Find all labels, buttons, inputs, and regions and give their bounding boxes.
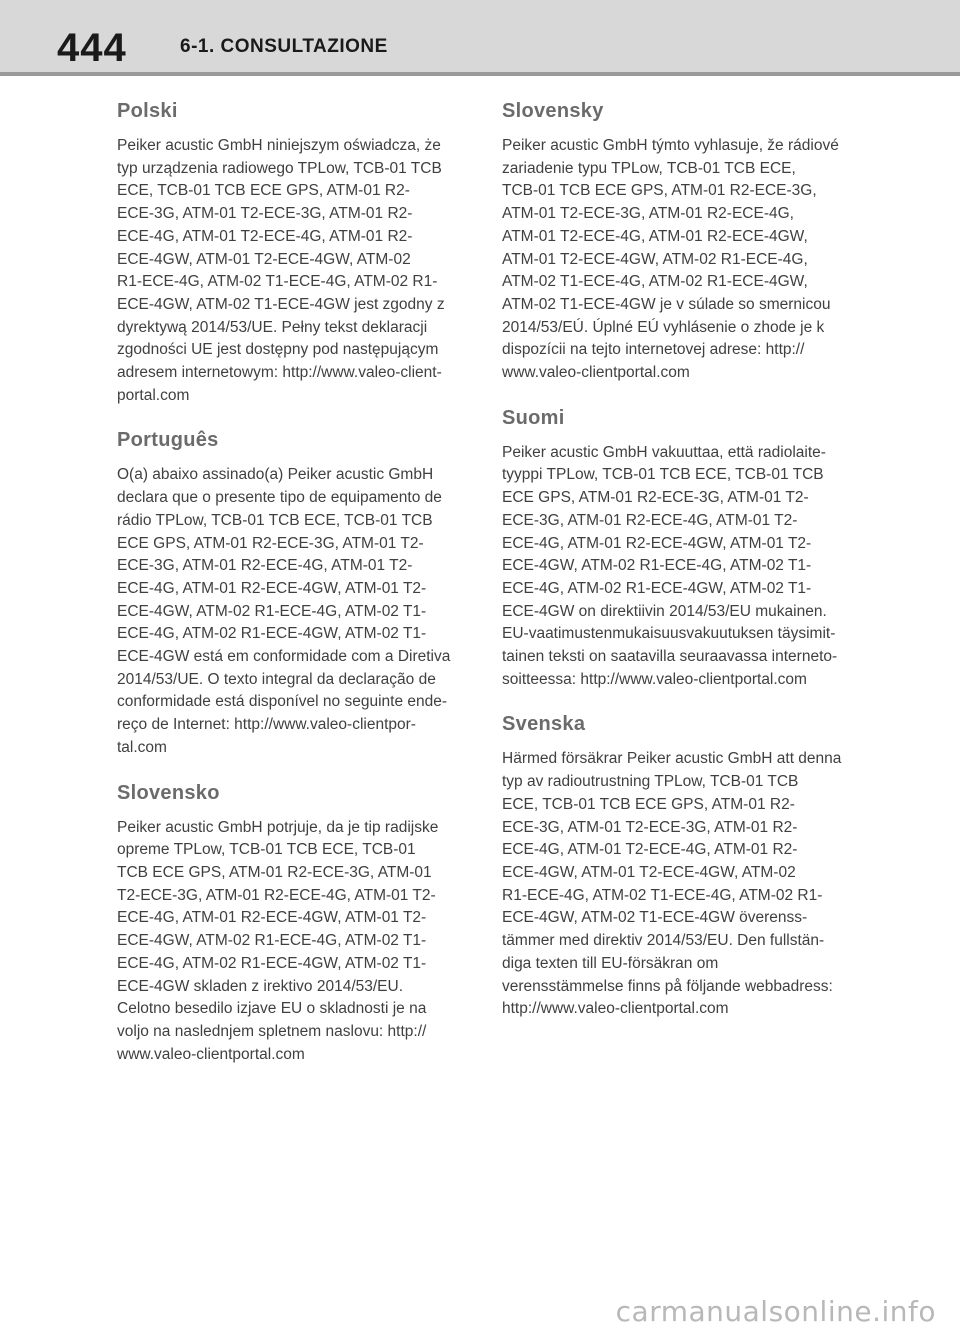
lang-body: Peiker acustic GmbH potrjuje, da je tip radijske opreme TPLow, TCB-01 TCB ECE, TCB-01 TCB ECE GPS, ATM-01 R2-ECE-3G, ATM-01 T2-ECE-3G, ATM-01 R2-ECE-4G, ATM-01 T2- ECE-4G, ATM-01 R2-ECE-4GW, ATM-01 T2- ECE-4GW, ATM-02 R1-ECE-4G, ATM-02 T1- ECE-4G, ATM-02 R1-ECE-4GW, ATM-02 T1- ECE-4GW skladen z irektivo 2014/53/EU. Celotno besedilo izjave EU o skladnosti je na voljo na naslednjem spletnem naslovu: http:// www.valeo-clientportal.com xyxy=(117,818,439,1063)
section-title: 6-1. CONSULTAZIONE xyxy=(180,36,388,57)
lang-heading: Svenska xyxy=(502,713,586,736)
lang-section-svenska xyxy=(502,709,862,1020)
lang-section-polski xyxy=(117,96,473,407)
lang-heading: Slovensky xyxy=(502,100,604,122)
lang-body: O(a) abaixo assinado(a) Peiker acustic GmbH declara que o presente tipo de equipamento de rádio TPLow, TCB-01 TCB ECE, TCB-01 TCB ECE GPS, ATM-01 R2-ECE-3G, ATM-01 T2- ECE-3G, ATM-01 R2-ECE-4G, ATM-01 T2- ECE-4G, ATM-01 R2-ECE-4GW, ATM-01 T2- ECE-4GW, ATM-02 R1-ECE-4G, ATM-02 T1- ECE-4G, ATM-02 R1-ECE-4GW, ATM-02 T1- ECE-4GW está em conformidade com a Diretiva 2014/53/UE. O texto integral da declaração de conformidade está disponível no seguinte ende- reço de Internet: http://www.valeo-clientpor- tal.com xyxy=(117,466,451,756)
lang-heading: Português xyxy=(117,429,219,452)
left-column xyxy=(117,96,473,1084)
lang-heading: Suomi xyxy=(502,406,565,429)
lang-body: Peiker acustic GmbH niniejszym oświadcza, że typ urządzenia radiowego TPLow, TCB-01 TCB ECE, TCB-01 TCB ECE GPS, ATM-01 R2- ECE-3G, ATM-01 T2-ECE-3G, ATM-01 R2- ECE-4G, ATM-01 T2-ECE-4G, ATM-01 R2- ECE-4GW, ATM-01 T2-ECE-4GW, ATM-02 R1-ECE-4G, ATM-02 T1-ECE-4G, ATM-02 R1- ECE-4GW, ATM-02 T1-ECE-4GW jest zgodny z dyrektywą 2014/53/UE. Pełny tekst deklaracji zgodności UE jest dostępny pod następującym adresem internetowym: http://www.valeo-client- portal.com xyxy=(117,137,445,404)
lang-heading: Polski xyxy=(117,100,178,122)
page-number: 444 xyxy=(57,26,127,70)
lang-section-portugues xyxy=(117,425,473,759)
lang-section-suomi xyxy=(502,403,862,692)
lang-section-slovensky xyxy=(502,96,862,385)
page-header xyxy=(0,0,960,72)
lang-body: Peiker acustic GmbH týmto vyhlasuje, že rádiové zariadenie typu TPLow, TCB-01 TCB ECE, TCB-01 TCB ECE GPS, ATM-01 R2-ECE-3G, ATM-01 T2-ECE-3G, ATM-01 R2-ECE-4G, ATM-01 T2-ECE-4G, ATM-01 R2-ECE-4GW, ATM-01 T2-ECE-4GW, ATM-02 R1-ECE-4G, ATM-02 T1-ECE-4G, ATM-02 R1-ECE-4GW, ATM-02 T1-ECE-4GW je v súlade so smernicou 2014/53/EÚ. Úplné EÚ vyhlásenie o zhode je k dispozícii na tejto internetovej adrese: http:// www.valeo-clientportal.com xyxy=(502,137,839,382)
lang-section-slovensko xyxy=(117,778,473,1067)
watermark: carmanualsonline.info xyxy=(615,1295,936,1328)
lang-body: Peiker acustic GmbH vakuuttaa, että radiolaite- tyyppi TPLow, TCB-01 TCB ECE, TCB-01 TCB ECE GPS, ATM-01 R2-ECE-3G, ATM-01 T2- ECE-3G, ATM-01 R2-ECE-4G, ATM-01 T2- ECE-4G, ATM-01 R2-ECE-4GW, ATM-01 T2- ECE-4GW, ATM-02 R1-ECE-4G, ATM-02 T1- ECE-4G, ATM-02 R1-ECE-4GW, ATM-02 T1- ECE-4GW on direktiivin 2014/53/EU mukainen. EU-vaatimustenmukaisuusvakuutuksen täysimit- tainen teksti on saatavilla seuraavassa interneto- soitteessa: http://www.valeo-clientportal.com xyxy=(502,443,838,688)
lang-body: Härmed försäkrar Peiker acustic GmbH att denna typ av radioutrustning TPLow, TCB-01 TCB ECE, TCB-01 TCB ECE GPS, ATM-01 R2- ECE-3G, ATM-01 T2-ECE-3G, ATM-01 R2- ECE-4G, ATM-01 T2-ECE-4G, ATM-01 R2- ECE-4GW, ATM-01 T2-ECE-4GW, ATM-02 R1-ECE-4G, ATM-02 T1-ECE-4G, ATM-02 R1- ECE-4GW, ATM-02 T1-ECE-4GW överenss- tämmer med direktiv 2014/53/EU. Den fullstän- diga texten till EU-försäkran om verensstämmelse finns på följande webbadress: http://www.valeo-clientportal.com xyxy=(502,750,842,1018)
right-column xyxy=(502,96,862,1039)
header-divider xyxy=(0,72,960,76)
lang-heading: Slovensko xyxy=(117,781,220,804)
